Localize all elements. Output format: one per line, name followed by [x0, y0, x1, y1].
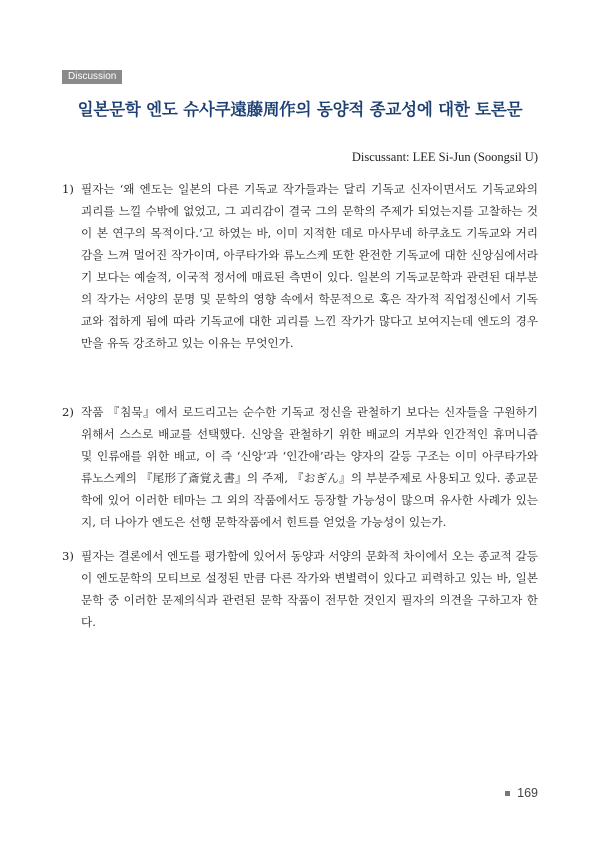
item-number: 1): [62, 182, 74, 196]
item-text: 작품 『침묵』에서 로드리고는 순수한 기독교 정신을 관철하기 보다는 신자들을 구원하기 위해서 스스로 배교를 선택했다. 신앙을 관철하기 위한 배교의 거부와 인간적인 휴머니즘 및 인류애를 위한 배교, 이 즉 ‘신앙’과 ‘인간애’라는 양자의 갈등 구조는 이미 아쿠타가와 류노스케의 『尾形了斎覚え書』의 주제, 『おぎん』의 부분주제로 사용되고 있다. 종교문학에 있어 이러한 테마는 그 외의 작품에서도 등장할 가능성이 많으며 유사한 사례가 있는지, 더 나아가 엔도은 선행 문학작품에서 힌트를 얻었을 가능성이 있는가.: [81, 405, 538, 529]
item-text: 필자는 결론에서 엔도를 평가함에 있어서 동양과 서양의 문화적 차이에서 오는 종교적 갈등이 엔도문학의 모티브로 설정된 만큼 다른 작가와 변별력이 있다고 피력하고 있는 바, 일본 문학 중 이러한 문제의식과 관련된 문학 작품이 전무한 것인지 필자의 의견을 구하고자 한다.: [81, 549, 538, 629]
item-text: 필자는 ‘왜 엔도는 일본의 다른 기독교 작가들과는 달리 기독교 신자이면서도 기독교와의 괴리를 느낄 수밖에 없었고, 그 괴리감이 결국 그의 문학의 주제가 되었는지를 고찰하는 것이 본 연구의 목적이다.’고 하였는 바, 이미 지적한 데로 마사무네 하쿠쵸도 기독교와 거리감을 느껴 멀어진 작가이며, 아쿠타가와 류노스케 또한 완전한 기독교에 대한 신앙심에서라기 보다는 예술적, 이국적 정서에 매료된 측면이 있다. 일본의 기독교문학과 관련된 대부분의 작가는 서양의 문명 및 문학의 영향 속에서 학문적으로 혹은 작가적 직업정신에서 기독교와 접하게 됨에 따라 기독교에 대한 괴리를 느낀 작가가 많다고 보여지는데 엔도의 경우만을 유독 강조하고 있는 이유는 무엇인가.: [81, 182, 538, 350]
discussion-item: [62, 178, 538, 354]
discussion-item: [62, 545, 538, 633]
item-number: 2): [62, 405, 74, 419]
discussant-line: Discussant: LEE Si-Jun (Soongsil U): [351, 150, 538, 164]
section-tag: Discussion: [62, 70, 122, 84]
page-title: 일본문학 엔도 슈사쿠遠藤周作의 동양적 종교성에 대한 토론문: [77, 100, 523, 119]
discussion-item: [62, 401, 538, 533]
item-number: 3): [62, 549, 74, 563]
square-bullet-icon: [505, 791, 510, 796]
page-footer: [505, 786, 538, 800]
page-number: 169: [517, 786, 538, 800]
